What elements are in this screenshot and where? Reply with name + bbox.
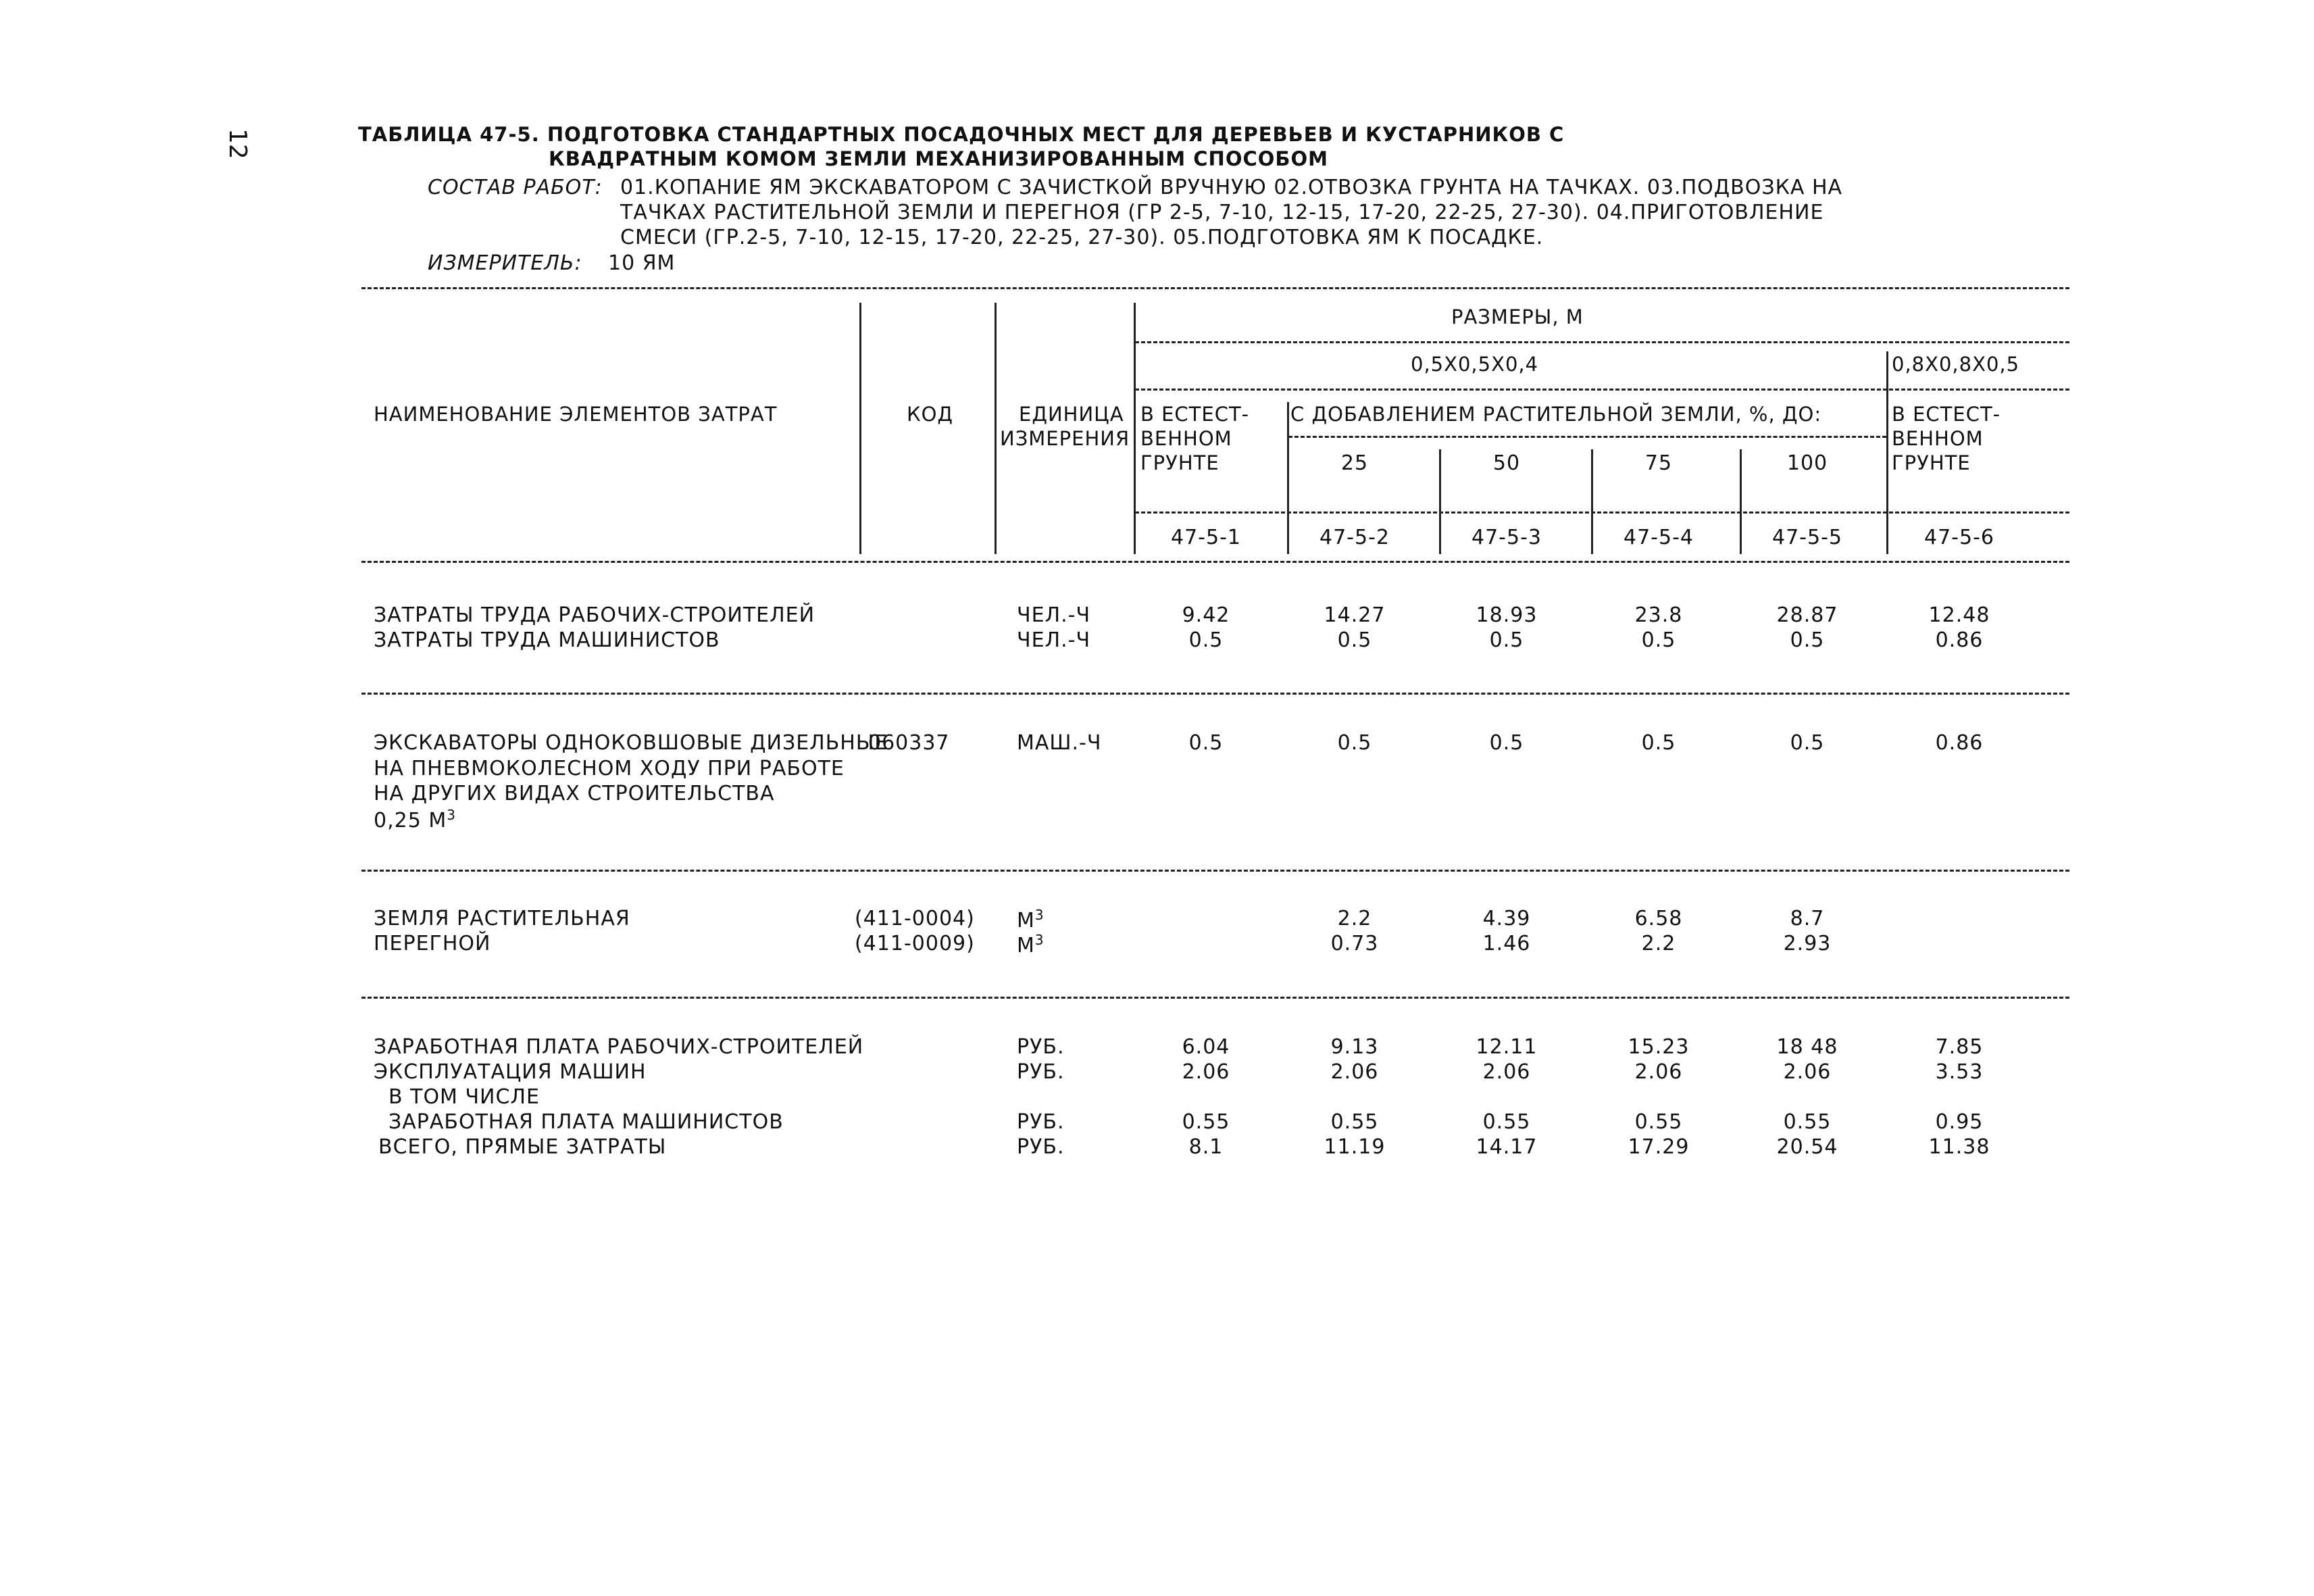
- header-code-47-5-4: 47-5-4: [1624, 526, 1694, 549]
- header-unit-col-2: ИЗМЕРЕНИЯ: [1000, 427, 1130, 450]
- header-natural-2: ВЕННОМ: [1140, 427, 1232, 450]
- row-name: ЗЕМЛЯ РАСТИТЕЛЬНАЯ: [374, 907, 630, 930]
- row-value: 2.06: [1783, 1060, 1832, 1084]
- row-value: 14.17: [1476, 1135, 1538, 1159]
- row-name: ЗАТРАТЫ ТРУДА МАШИНИСТОВ: [374, 628, 720, 652]
- header-name-col: НАИМЕНОВАНИЕ ЭЛЕМЕНТОВ ЗАТРАТ: [374, 403, 778, 426]
- row-value: 11.38: [1928, 1135, 1990, 1159]
- composition-line-1: 01.КОПАНИЕ ЯМ ЭКСКАВАТОРОМ С ЗАЧИСТКОЙ ВРУЧНУЮ 02.ОТВОЗКА ГРУНТА НА ТАЧКАХ. 03.ПОДВОЗКА НА: [620, 176, 1843, 199]
- section-rule: [361, 997, 2069, 999]
- row-code: (411-0004): [855, 907, 975, 930]
- table-title-line-1: ТАБЛИЦА 47-5. ПОДГОТОВКА СТАНДАРТНЫХ ПОСАДОЧНЫХ МЕСТ ДЛЯ ДЕРЕВЬЕВ И КУСТАРНИКОВ С: [358, 123, 1565, 146]
- row-unit: РУБ.: [1017, 1110, 1065, 1134]
- machine-name-line-2: НА ПНЕВМОКОЛЕСНОМ ХОДУ ПРИ РАБОТЕ: [374, 757, 845, 780]
- header-size-b: 0,8Х0,8Х0,5: [1892, 353, 2020, 376]
- col-sep-size-b: [1886, 351, 1888, 554]
- row-value: 3.53: [1935, 1060, 1984, 1084]
- row-value: 0.55: [1634, 1110, 1683, 1134]
- header-unit-col-1: ЕДИНИЦА: [1019, 403, 1124, 426]
- section-rule: [361, 693, 2069, 695]
- header-bottom-rule: [361, 561, 2069, 563]
- row-value: 0.5: [1790, 628, 1825, 652]
- row-value: 2.06: [1482, 1060, 1531, 1084]
- header-code-47-5-1: 47-5-1: [1171, 526, 1241, 549]
- row-value: 2.2: [1641, 932, 1676, 955]
- row-value: 0.5: [1641, 731, 1676, 755]
- row-value: 14.27: [1324, 603, 1386, 627]
- row-unit: $М^3$: [1017, 932, 1045, 957]
- row-value: 8.1: [1188, 1135, 1224, 1159]
- row-value: 28.87: [1776, 603, 1838, 627]
- row-name: ЭКСПЛУАТАЦИЯ МАШИН: [374, 1060, 647, 1084]
- row-value: 23.8: [1634, 603, 1683, 627]
- row-unit: РУБ.: [1017, 1035, 1065, 1059]
- row-value: 2.06: [1330, 1060, 1379, 1084]
- header-rule-codes: [1135, 512, 2069, 514]
- header-natural-1: В ЕСТЕСТ-: [1140, 403, 1250, 426]
- header-natural-b-2: ВЕННОМ: [1892, 427, 1984, 450]
- page-number: 12: [224, 128, 251, 159]
- row-value: 8.7: [1790, 907, 1825, 930]
- row-value: 0.55: [1182, 1110, 1230, 1134]
- row-value: 0.5: [1188, 628, 1224, 652]
- composition-label: СОСТАВ РАБОТ:: [428, 176, 603, 199]
- row-unit: ЧЕЛ.-Ч: [1017, 628, 1091, 652]
- row-name: ЗАРАБОТНАЯ ПЛАТА МАШИНИСТОВ: [388, 1110, 784, 1134]
- row-value: 2.2: [1337, 907, 1372, 930]
- header-pct-100: 100: [1786, 451, 1828, 475]
- row-name: ЗАТРАТЫ ТРУДА РАБОЧИХ-СТРОИТЕЛЕЙ: [374, 603, 815, 627]
- header-rule-sizes: [1135, 341, 2069, 343]
- row-value: 18.93: [1476, 603, 1538, 627]
- header-natural-b-1: В ЕСТЕСТ-: [1892, 403, 2001, 426]
- header-pct-25: 25: [1340, 451, 1369, 475]
- row-name: ПЕРЕГНОЙ: [374, 932, 491, 955]
- header-natural-b-3: ГРУНТЕ: [1892, 451, 1971, 474]
- header-code-47-5-5: 47-5-5: [1772, 526, 1842, 549]
- row-value: 0.55: [1482, 1110, 1531, 1134]
- row-value: 9.42: [1182, 603, 1230, 627]
- row-unit: ЧЕЛ.-Ч: [1017, 603, 1091, 627]
- measure-label: ИЗМЕРИТЕЛЬ:: [428, 251, 582, 275]
- row-value: 0.5: [1790, 731, 1825, 755]
- row-unit: $М^3$: [1017, 907, 1045, 932]
- row-value: 0.5: [1489, 628, 1524, 652]
- row-value: 12.11: [1476, 1035, 1538, 1059]
- header-pct-50: 50: [1492, 451, 1521, 475]
- row-value: 7.85: [1935, 1035, 1984, 1059]
- row-value: 11.19: [1324, 1135, 1386, 1159]
- row-value: 15.23: [1628, 1035, 1690, 1059]
- header-code-47-5-2: 47-5-2: [1319, 526, 1390, 549]
- row-name: ВСЕГО, ПРЯМЫЕ ЗАТРАТЫ: [378, 1135, 667, 1159]
- header-rule-dims: [1135, 389, 2069, 391]
- row-value: 0.5: [1188, 731, 1224, 755]
- row-value: 9.13: [1330, 1035, 1379, 1059]
- row-value: 6.04: [1182, 1035, 1230, 1059]
- machine-name-line-4: 0,25 $М^3$: [374, 807, 456, 832]
- header-top-rule: [361, 287, 2069, 289]
- col-sep-values: [1134, 303, 1136, 554]
- row-value: 0.86: [1935, 731, 1984, 755]
- row-value: 1.46: [1482, 932, 1531, 955]
- machine-code: 060337: [868, 731, 950, 755]
- row-value: 0.5: [1641, 628, 1676, 652]
- machine-name-line-1: ЭКСКАВАТОРЫ ОДНОКОВШОВЫЕ ДИЗЕЛЬНЫЕ: [374, 731, 888, 755]
- row-value: 2.06: [1182, 1060, 1230, 1084]
- row-value: 18 48: [1776, 1035, 1838, 1059]
- row-value: 2.93: [1783, 932, 1832, 955]
- row-value: 0.55: [1783, 1110, 1832, 1134]
- row-unit: РУБ.: [1017, 1060, 1065, 1084]
- composition-line-3: СМЕСИ (ГР.2-5, 7-10, 12-15, 17-20, 22-25, 27-30). 05.ПОДГОТОВКА ЯМ К ПОСАДКЕ.: [620, 226, 1544, 249]
- header-sizes: РАЗМЕРЫ, М: [1451, 305, 1584, 328]
- header-rule-pct: [1288, 436, 1886, 438]
- header-code-47-5-3: 47-5-3: [1472, 526, 1542, 549]
- col-sep-code: [859, 303, 861, 554]
- row-code: (411-0009): [855, 932, 975, 955]
- header-with-soil: С ДОБАВЛЕНИЕМ РАСТИТЕЛЬНОЙ ЗЕМЛИ, %, ДО:: [1290, 403, 1822, 426]
- machine-unit: МАШ.-Ч: [1017, 731, 1102, 755]
- header-size-a: 0,5Х0,5Х0,4: [1411, 353, 1539, 376]
- header-code-col: КОД: [907, 403, 954, 426]
- header-pct-75: 75: [1644, 451, 1673, 475]
- table-title-line-2: КВАДРАТНЫМ КОМОМ ЗЕМЛИ МЕХАНИЗИРОВАННЫМ СПОСОБОМ: [549, 147, 1329, 170]
- row-value: 0.73: [1330, 932, 1379, 955]
- row-value: 4.39: [1482, 907, 1531, 930]
- row-value: 17.29: [1628, 1135, 1690, 1159]
- row-value: 2.06: [1634, 1060, 1683, 1084]
- row-value: 0.5: [1337, 628, 1372, 652]
- row-value: 0.86: [1935, 628, 1984, 652]
- header-code-47-5-6: 47-5-6: [1924, 526, 1994, 549]
- composition-line-2: ТАЧКАХ РАСТИТЕЛЬНОЙ ЗЕМЛИ И ПЕРЕГНОЯ (ГР 2-5, 7-10, 12-15, 17-20, 22-25, 27-30). 04.ПРИГОТОВЛЕНИЕ: [620, 201, 1824, 224]
- row-name: ЗАРАБОТНАЯ ПЛАТА РАБОЧИХ-СТРОИТЕЛЕЙ: [374, 1035, 864, 1059]
- section-rule: [361, 870, 2069, 872]
- row-value: 0.55: [1330, 1110, 1379, 1134]
- row-name: В ТОМ ЧИСЛЕ: [388, 1085, 540, 1109]
- row-value: 12.48: [1928, 603, 1990, 627]
- row-value: 6.58: [1634, 907, 1683, 930]
- machine-name-line-3: НА ДРУГИХ ВИДАХ СТРОИТЕЛЬСТВА: [374, 782, 775, 805]
- row-value: 20.54: [1776, 1135, 1838, 1159]
- row-unit: РУБ.: [1017, 1135, 1065, 1159]
- row-value: 0.95: [1935, 1110, 1984, 1134]
- col-sep-unit: [995, 303, 997, 554]
- header-natural-3: ГРУНТЕ: [1140, 451, 1219, 474]
- measure-value: 10 ЯМ: [608, 251, 676, 275]
- row-value: 0.5: [1337, 731, 1372, 755]
- row-value: 0.5: [1489, 731, 1524, 755]
